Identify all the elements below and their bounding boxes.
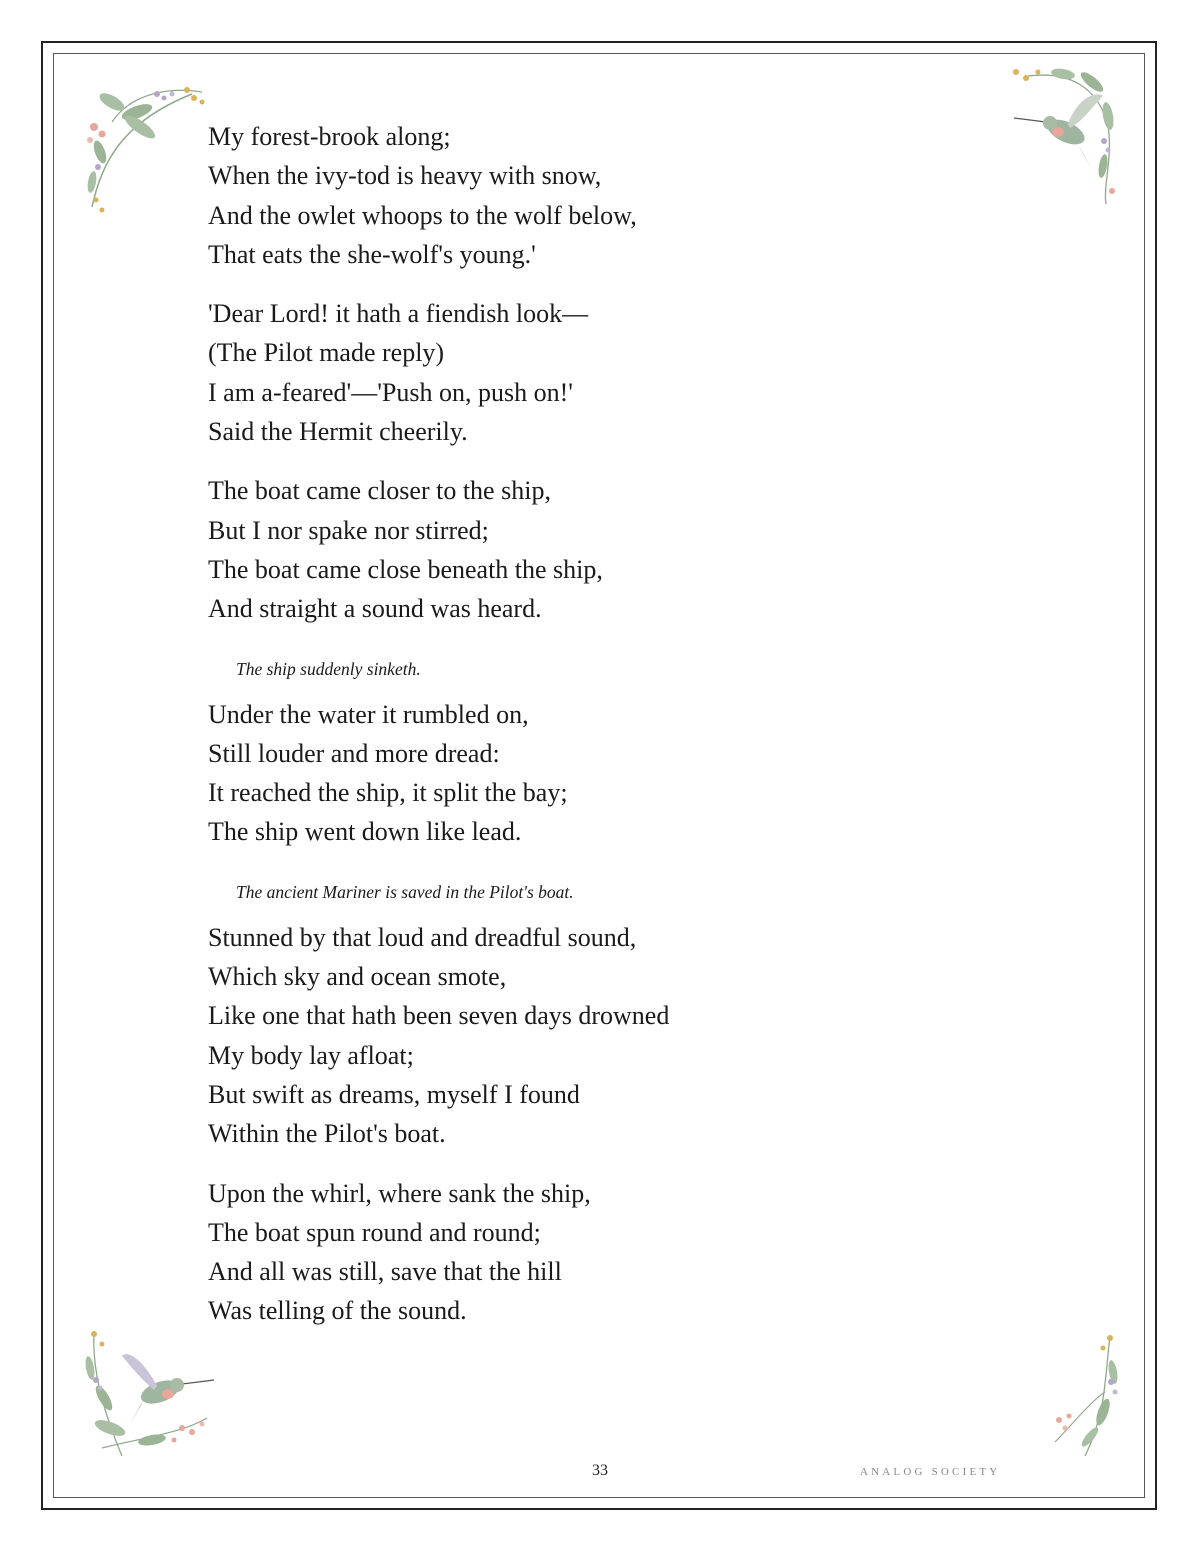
stanza [208,471,908,628]
poem-line: The ship went down like lead. [208,817,522,847]
poem-line: And straight a sound was heard. [208,594,542,624]
poem-line: 'Dear Lord! it hath a fiendish look— [208,299,589,329]
poem-line: My body lay afloat; [208,1040,414,1070]
footer-brand: ANALOG SOCIETY [860,1466,1001,1478]
poem-line: The boat came close beneath the ship, [208,554,603,584]
stanza [208,918,908,1154]
page-number: 33 [592,1462,608,1479]
floral-sprig-icon [82,82,212,217]
stanza [208,695,908,852]
margin-gloss: The ship suddenly sinketh. [236,658,421,679]
poem-line: And all was still, save that the hill [208,1257,562,1287]
poem-line: I am a-feared'—'Push on, push on!' [208,377,573,407]
poem-line: That eats the she-wolf's young.' [208,239,536,269]
poem-line: But I nor spake nor stirred; [208,515,489,545]
poem-line: Upon the whirl, where sank the ship, [208,1178,591,1208]
margin-gloss: The ancient Mariner is saved in the Pilot's boat. [236,881,574,902]
hummingbird-floral-icon [1008,66,1120,206]
poem-line: The boat spun round and round; [208,1217,541,1247]
poem-line: Still louder and more dread: [208,738,500,768]
hummingbird-floral-icon [82,1328,217,1460]
poem-line: The boat came closer to the ship, [208,476,551,506]
poem-line: Which sky and ocean smote, [208,962,507,992]
stanza [208,1174,908,1331]
poem-line: Was telling of the sound. [208,1296,467,1326]
poem-line: And the owlet whoops to the wolf below, [208,200,637,230]
poem-line: Under the water it rumbled on, [208,699,529,729]
poem-line: Stunned by that loud and dreadful sound, [208,922,637,952]
poem-line: Said the Hermit cheerily. [208,417,468,447]
stanza [208,294,908,451]
poem-body [208,117,908,1351]
poem-line: (The Pilot made reply) [208,338,445,368]
poem-line: Like one that hath been seven days drowned [208,1001,670,1031]
poem-line: But swift as dreams, myself I found [208,1079,580,1109]
stanza [208,117,908,274]
floral-sprig-icon [1045,1332,1125,1460]
poem-line: Within the Pilot's boat. [208,1119,446,1149]
poem-line: My forest-brook along; [208,122,451,151]
poem-line: When the ivy-tod is heavy with snow, [208,161,602,191]
poem-line: It reached the ship, it split the bay; [208,778,568,808]
